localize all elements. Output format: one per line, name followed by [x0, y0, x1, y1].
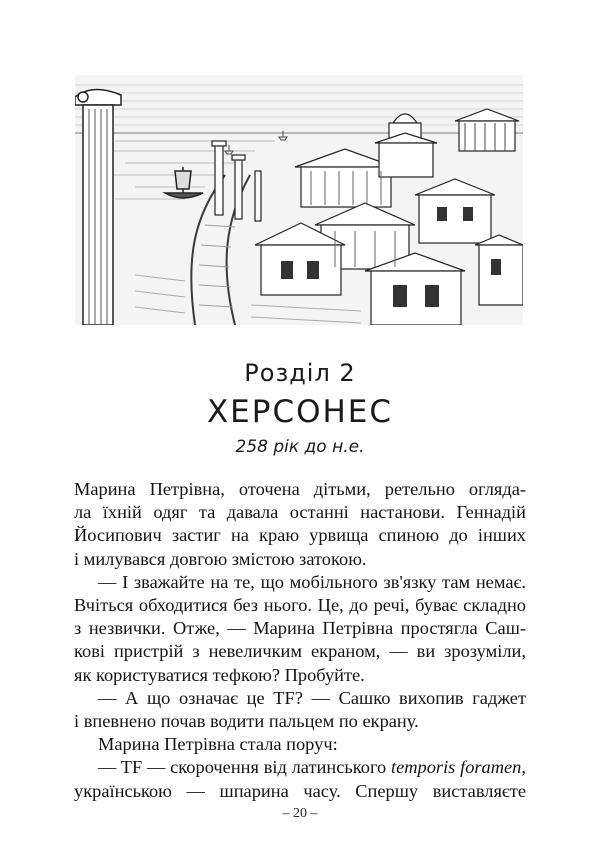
text-line: з незвички. Отже, — Марина Петрівна простягла Саш- [74, 618, 526, 639]
chapter-date: 258 рік до н.е. [235, 437, 365, 457]
text-segment: — TF — скорочення від латинського [98, 757, 391, 778]
text-line: і впевнено почав водити пальцем по екрану. [74, 711, 419, 732]
text-line: ла їхній одяг та давала останні настанови. Геннадій [74, 502, 526, 523]
latin-term: temporis foramen [390, 757, 522, 778]
text-line: — А що означає це TF? — Сашко вихопив гаджет [98, 687, 526, 708]
text-line: Марина Петрівна стала поруч: [98, 734, 338, 755]
chapter-label: Розділ 2 [244, 359, 356, 387]
text-line: Марина Петрівна, оточена дітьми, ретельно огляда- [74, 479, 526, 499]
text-line: і милувався довгою змістою затокою. [74, 548, 367, 569]
body-text [74, 478, 526, 803]
text-line: кові пристрій з невеличким екраном, — ви зрозуміли, [74, 641, 526, 662]
text-line: Вчіться обходитися без нього. Це, до речі, буває складно [74, 595, 526, 616]
text-line [74, 756, 526, 779]
page-number: – 20 – [282, 806, 318, 821]
chapter-title: ХЕРСОНЕС [206, 394, 394, 430]
text-line: українською — шпарина часу. Спершу виставляєте [74, 780, 526, 801]
text-segment: , [521, 757, 526, 778]
chapter-illustration [75, 75, 523, 325]
text-line: як користуватися тефкою? Пробуйте. [74, 664, 365, 685]
text-line: — І зважайте на те, що мобільного зв'язку там немає. [98, 571, 526, 592]
text-line: Йосипович застиг на краю урвища спиною до інших [74, 525, 526, 546]
chersonesus-ruins-illustration [75, 75, 523, 325]
